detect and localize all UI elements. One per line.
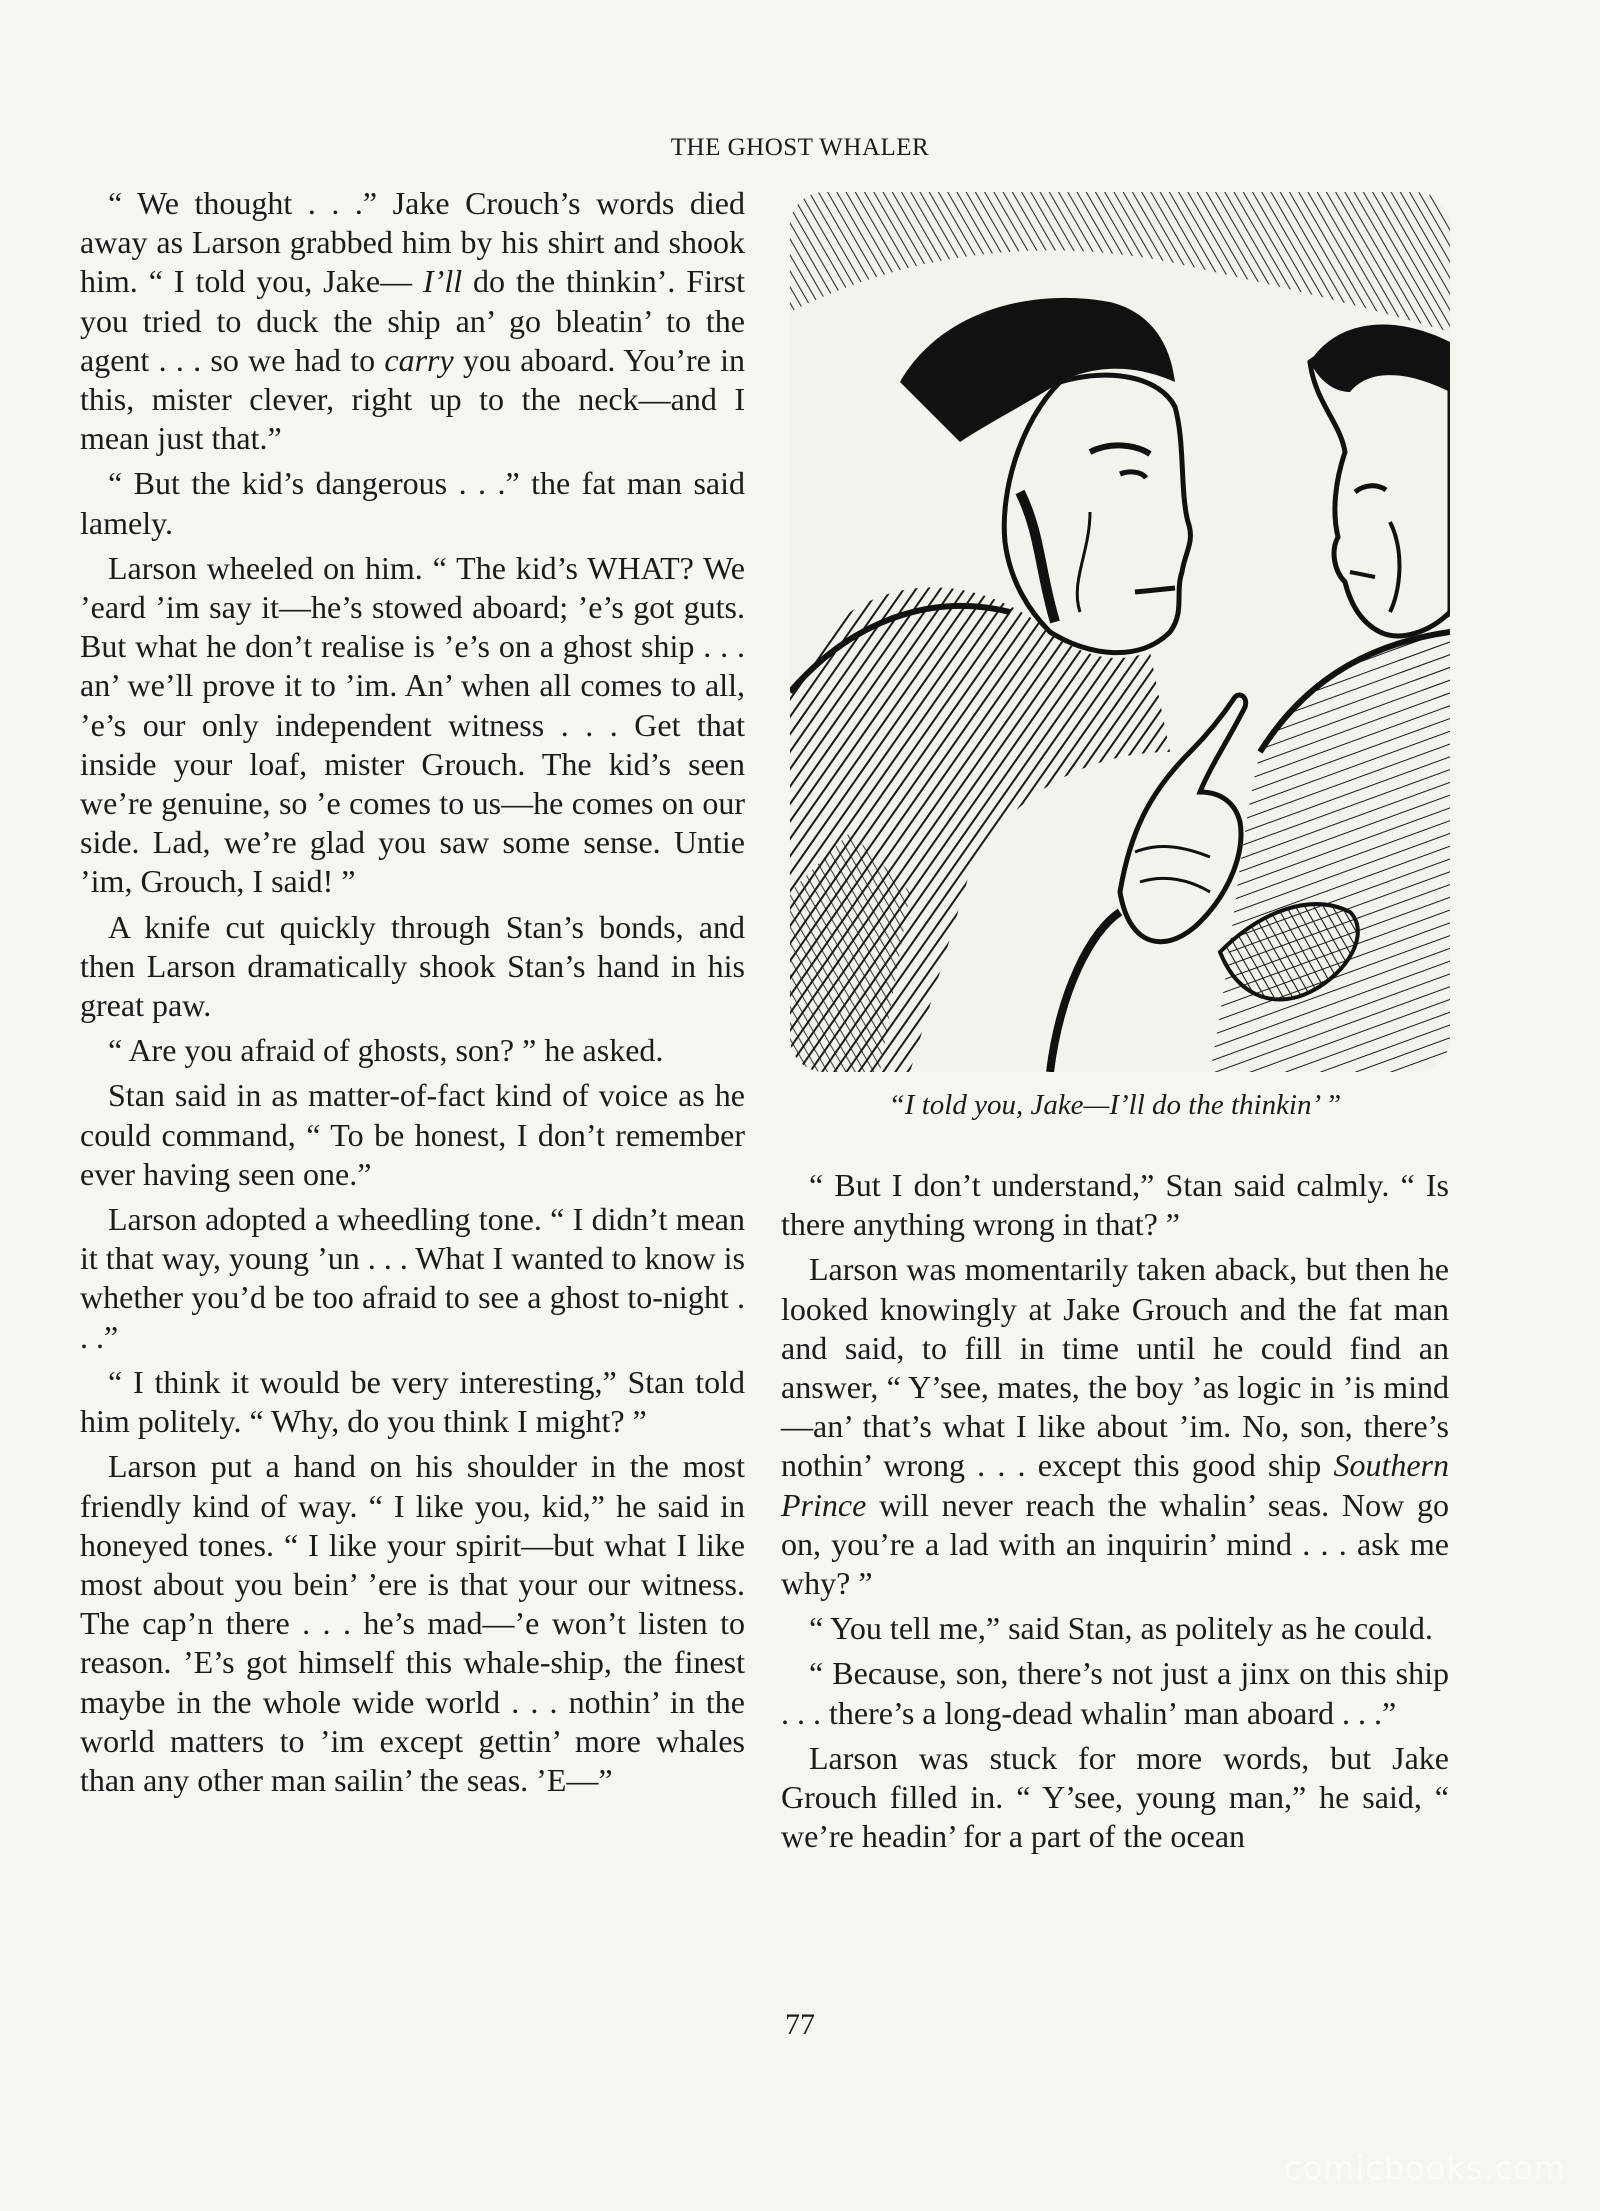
text-run: “ Because, son, there’s not just a jinx on this ship . . . there’s a long-dead whalin’ man aboard . . .” <box>781 1655 1449 1731</box>
text-run: Larson put a hand on his shoulder in the most friendly kind of way. “ I like you, kid,” he said in honeyed tones. “ I like your spirit—but what I like most about you bein’ ’ere is that your our witness. The cap’n there . . . he’s mad—’e won’t listen to reason. ’E’s got himself this whale-ship, the finest maybe in the whole wide world . . . nothin’ in the world matters to ’im except gettin’ more whales than any other man sailin’ the seas. ’E—” <box>80 1448 745 1798</box>
illustration-caption: “I told you, Jake—I’ll do the thinkin’ ” <box>888 1089 1342 1121</box>
watermark: comicbooks.com <box>1283 2149 1566 2187</box>
italic-text: carry <box>384 341 454 378</box>
text-run: “ But the kid’s dangerous . . .” the fat man said lamely. <box>80 465 745 541</box>
text-run: Larson was stuck for more words, but Jake Grouch filled in. “ Y’see, young man,” he said, “ we’re headin’ for a part of the ocean <box>781 1739 1449 1855</box>
paragraph <box>80 184 745 458</box>
paragraph <box>80 464 745 542</box>
paragraph <box>781 1250 1449 1603</box>
paragraph <box>80 1363 745 1441</box>
text-run: Larson wheeled on him. “ The kid’s WHAT? We ’eard ’im say it—he’s stowed aboard; ’e’s got guts. But what he don’t realise is ’e’s on a ghost ship . . . an’ we’ll prove it to ’im. An’ when all comes to all, ’e’s our only independent witness . . . Get that inside your loaf, mister Grouch. The kid’s seen we’re genuine, so ’e comes to us—he comes on our side. Lad, we’re glad you saw some sense. Untie ’im, Grouch, I said! ” <box>80 549 745 900</box>
paragraph <box>781 1166 1449 1244</box>
text-run: “ You tell me,” said Stan, as politely as he could. <box>809 1610 1433 1647</box>
illustration <box>790 192 1450 1072</box>
paragraph <box>80 908 745 1026</box>
paragraph <box>80 1076 745 1194</box>
text-run: “ But I don’t understand,” Stan said calmly. “ Is there anything wrong in that? ” <box>781 1167 1449 1243</box>
paragraph <box>80 549 745 902</box>
paragraph <box>781 1609 1449 1648</box>
right-text-column <box>781 1166 1449 1862</box>
italic-text: I’ll <box>423 263 463 300</box>
paragraph <box>80 1200 745 1357</box>
paragraph <box>781 1654 1449 1732</box>
text-run: A knife cut quickly through Stan’s bonds, and then Larson dramatically shook Stan’s hand in his great paw. <box>80 908 745 1024</box>
running-head: THE GHOST WHALER <box>670 134 930 161</box>
text-run: “ I think it would be very interesting,” Stan told him politely. “ Why, do you think I might? ” <box>80 1363 745 1440</box>
text-run: you aboard. You’re in this, mister clever, right up to the neck—and I mean just that.” <box>80 341 746 457</box>
paragraph <box>781 1739 1449 1857</box>
text-run: Larson was momentarily taken aback, but then he looked knowingly at Jake Grouch and the fat man and said, to fill in time until he could find an answer, “ Y’see, mates, the boy ’as logic in ’is mind—an’ that’s what I like about ’im. No, son, there’s nothin’ wrong . . . except this good ship <box>781 1251 1449 1484</box>
page-number: 77 <box>785 2008 815 2041</box>
text-run: Larson adopted a wheedling tone. “ I didn’t mean it that way, young ’un . . . What I wanted to know is whether you’d be too afraid to see a ghost to-night . . .” <box>80 1201 745 1355</box>
text-run: do the thinkin’. First you tried to duck the ship an’ go bleatin’ to the agent . . . so we had to <box>80 263 746 378</box>
text-run: will never reach the whalin’ seas. Now go on, you’re a lad with an inquirin’ mind . . . ask me why? ” <box>781 1486 1449 1602</box>
text-run: “ We thought . . .” Jake Crouch’s words died away as Larson grabbed him by his shirt and shook him. “ I told you, Jake— <box>80 185 745 300</box>
text-run: “ Are you afraid of ghosts, son? ” he asked. <box>108 1032 664 1069</box>
text-run: Stan said in as matter-of-fact kind of voice as he could command, “ To be honest, I don’t remember ever having seen one.” <box>80 1077 745 1192</box>
left-text-column <box>80 184 745 1806</box>
paragraph <box>80 1447 745 1800</box>
italic-text: Southern Prince <box>781 1447 1449 1523</box>
paragraph <box>80 1031 745 1070</box>
